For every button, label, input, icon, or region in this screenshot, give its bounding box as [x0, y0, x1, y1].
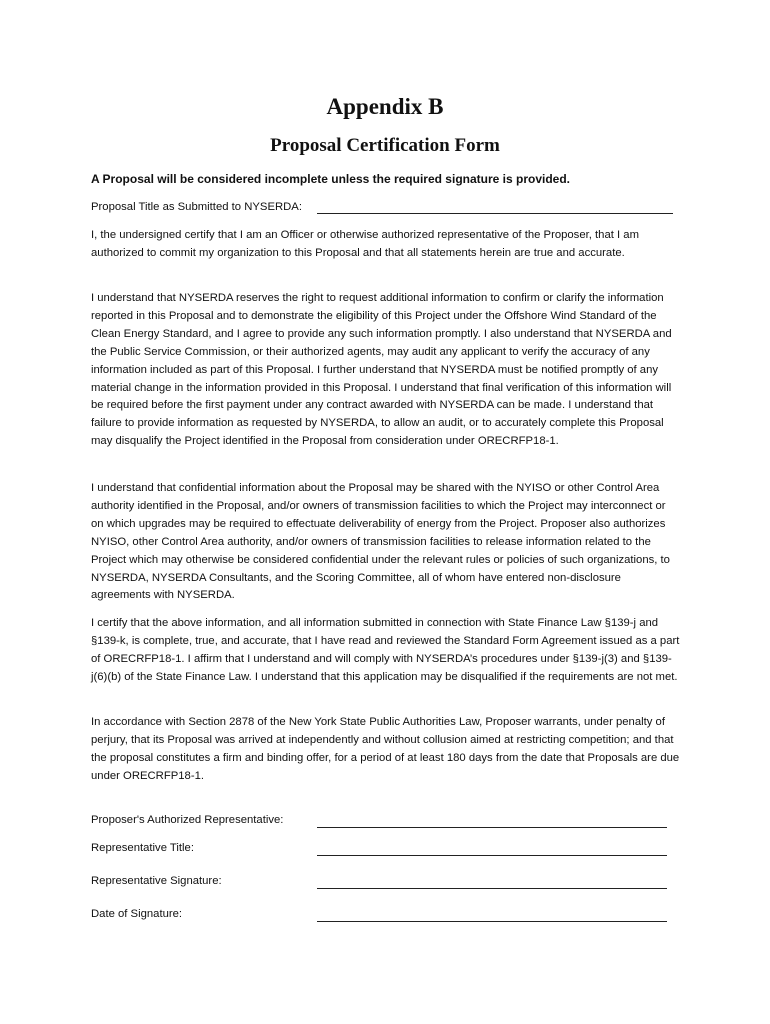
- proposal-title-field[interactable]: [91, 198, 673, 218]
- date-of-signature-blank-line[interactable]: [317, 921, 667, 922]
- confidentiality-paragraph: I understand that confidential information about the Proposal may be shared with the NYISO or other Control Area authority identified in the Proposal, and/or owners of transmission facilities to which the Project may interconnect or on which upgrades may be required to effectuate deliverability of energy from the Project. Proposer also authorizes NYISO, other Control Area authority, and/or owners of transmission facilities to release information related to the Project which may otherwise be considered confidential under the relevant rules or policies of such organizations, to NYSERDA, NYSERDA Consultants, and the Scoring Committee, all of whom have entered non-disclosure agreements with NYSERDA.: [91, 482, 670, 602]
- representative-signature-field[interactable]: [91, 872, 667, 892]
- representative-signature-label: Representative Signature:: [91, 875, 222, 887]
- proposal-title-label: Proposal Title as Submitted to NYSERDA:: [91, 201, 302, 213]
- authorized-representative-label: Proposer's Authorized Representative:: [91, 814, 284, 826]
- page-title: Appendix B: [326, 94, 444, 119]
- representative-title-blank-line[interactable]: [317, 855, 667, 856]
- date-of-signature-label: Date of Signature:: [91, 908, 183, 920]
- finance-law-paragraph: I certify that the above information, and all information submitted in connection with State Finance Law §139-j and §139-k, is complete, true, and accurate, that I have read and reviewed the Standard Form Agreement issued as a part of ORECRFP18-1. I affirm that I understand and will comply with NYSERDA’s procedures under §139-j(3) and §139-j(6)(b) of the State Finance Law. I understand that this application may be disqualified if the requirements are not met.: [91, 617, 680, 683]
- representative-title-field[interactable]: [91, 839, 667, 859]
- signature-required-notice: A Proposal will be considered incomplete unless the required signature is provided.: [91, 172, 570, 186]
- proposal-title-blank-line[interactable]: [317, 213, 673, 214]
- page-subtitle: Proposal Certification Form: [270, 135, 500, 156]
- authorized-representative-field[interactable]: [91, 811, 667, 831]
- representative-signature-blank-line[interactable]: [317, 888, 667, 889]
- date-of-signature-field[interactable]: [91, 905, 667, 925]
- authorized-representative-blank-line[interactable]: [317, 827, 667, 828]
- collusion-warranty-paragraph: In accordance with Section 2878 of the New York State Public Authorities Law, Proposer warrants, under penalty of perjury, that its Proposal was arrived at independently and without collusion aimed at restricting competition; and that the proposal constitutes a firm and binding offer, for a period of at least 180 days from the date that Proposals are due under ORECRFP18-1.: [91, 716, 680, 782]
- representative-title-label: Representative Title:: [91, 842, 194, 854]
- verification-paragraph: I understand that NYSERDA reserves the right to request additional information to confirm or clarify the information reported in this Proposal and to demonstrate the eligibility of this Project under the Offshore Wind Standard of the Clean Energy Standard, and I agree to provide any such information promptly. I also understand that NYSERDA and the Public Service Commission, or their authorized agents, may audit any applicant to verify the accuracy of any information included as part of this Proposal. I further understand that NYSERDA must be notified promptly of any material change in the information provided in this Proposal. I understand that final verification of this information will be required before the first payment under any contract awarded with NYSERDA can be made. I understand that failure to provide information as requested by NYSERDA, to allow an audit, or to accurately complete this Proposal may disqualify the Project identified in the Proposal from consideration under ORECRFP18-1.: [91, 292, 672, 448]
- certification-paragraph: I, the undersigned certify that I am an Officer or otherwise authorized representative of the Proposer, that I am authorized to commit my organization to this Proposal and that all statements herein are true and accurate.: [91, 229, 639, 259]
